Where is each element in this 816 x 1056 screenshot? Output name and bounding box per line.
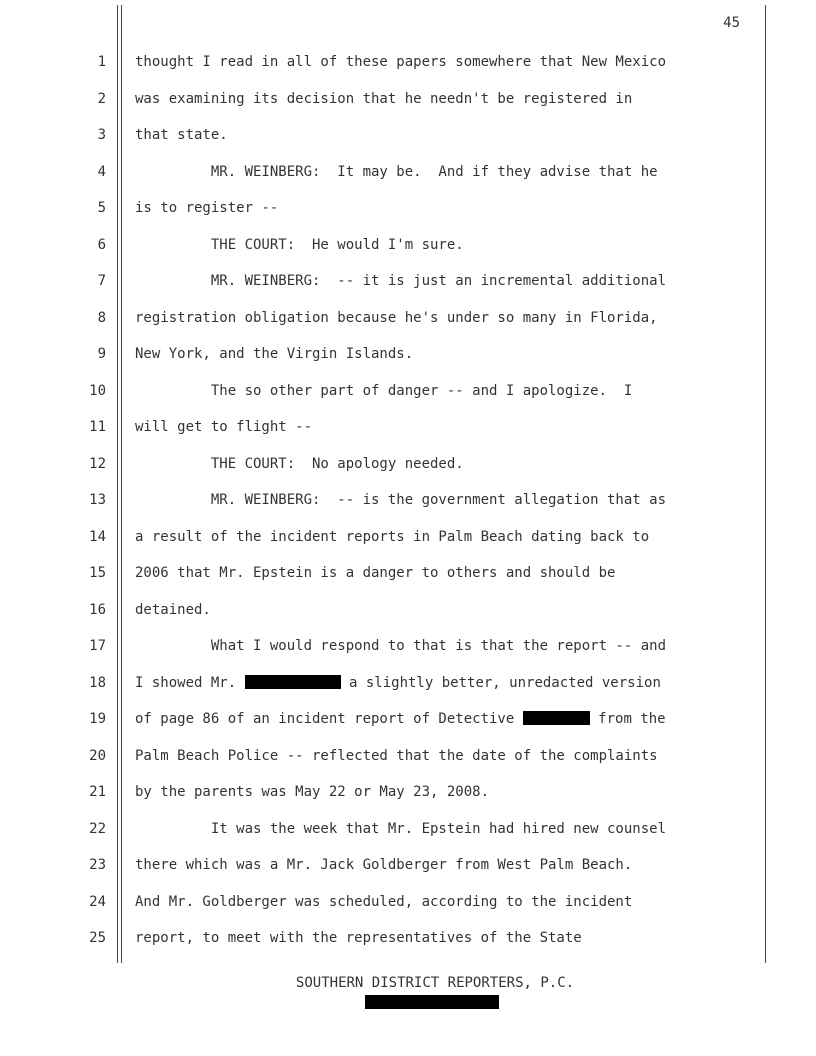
line-text: thought I read in all of these papers somewhere that New Mexico xyxy=(135,54,667,70)
transcript-line xyxy=(0,746,816,783)
line-text: MR. WEINBERG: It may be. And if they advise that he xyxy=(135,163,658,180)
line-text: THE COURT: No apology needed. xyxy=(135,455,464,472)
line-text-before-redaction: of page 86 of an incident report of Detective xyxy=(135,711,523,727)
line-text: report, to meet with the representatives of the State xyxy=(135,930,582,946)
line-text: is to register -- xyxy=(135,200,279,216)
reporter-footer: SOUTHERN DISTRICT REPORTERS, P.C. xyxy=(295,975,575,991)
line-text: MR. WEINBERG: -- it is just an incremental additional xyxy=(135,273,667,289)
footer-redaction-block xyxy=(365,995,499,1009)
line-text: THE COURT: He would I'm sure. xyxy=(135,236,464,253)
line-number: 6 xyxy=(97,236,106,253)
transcript-line xyxy=(0,855,816,892)
line-text: It was the week that Mr. Epstein had hired new counsel xyxy=(135,820,667,837)
transcript-line xyxy=(0,125,816,162)
transcript-line xyxy=(0,344,816,381)
line-number: 5 xyxy=(97,200,106,216)
line-number: 3 xyxy=(97,127,106,143)
transcript-line xyxy=(0,782,816,819)
line-number: 14 xyxy=(89,528,106,545)
line-text-after-redaction: a slightly better, unredacted version xyxy=(340,674,661,691)
transcript-line xyxy=(0,563,816,600)
redaction-block xyxy=(523,711,590,725)
transcript-line xyxy=(0,235,816,272)
line-number: 7 xyxy=(97,273,106,289)
line-text xyxy=(135,673,661,693)
line-number: 8 xyxy=(97,309,106,326)
line-text: Palm Beach Police -- reflected that the date of the complaints xyxy=(135,747,658,764)
transcript-line xyxy=(0,308,816,345)
line-number: 15 xyxy=(89,565,106,581)
line-text: a result of the incident reports in Palm Beach dating back to xyxy=(135,528,650,545)
line-text: will get to flight -- xyxy=(135,419,313,435)
line-number: 16 xyxy=(89,601,106,618)
line-text xyxy=(135,709,666,729)
transcript-line xyxy=(0,89,816,126)
line-number: 13 xyxy=(89,492,106,508)
redaction-block xyxy=(245,675,341,689)
line-text: detained. xyxy=(135,601,211,618)
line-text: The so other part of danger -- and I apologize. I xyxy=(135,382,633,399)
line-number: 12 xyxy=(89,455,106,472)
line-number: 2 xyxy=(97,90,106,107)
line-text: was examining its decision that he needn't be registered in xyxy=(135,90,633,107)
transcript-line xyxy=(0,198,816,235)
line-number: 21 xyxy=(89,784,106,800)
line-number: 23 xyxy=(89,857,106,873)
transcript-line xyxy=(0,381,816,418)
transcript-line xyxy=(0,417,816,454)
line-number: 24 xyxy=(89,893,106,910)
transcript-line xyxy=(0,636,816,673)
line-text: What I would respond to that is that the report -- and xyxy=(135,638,667,654)
transcript-line xyxy=(0,600,816,637)
transcript-line xyxy=(0,490,816,527)
line-text: that state. xyxy=(135,127,228,143)
line-number: 25 xyxy=(89,930,106,946)
transcript-line xyxy=(0,928,816,965)
line-number: 20 xyxy=(89,747,106,764)
line-number: 11 xyxy=(89,419,106,435)
line-number: 19 xyxy=(89,711,106,727)
line-text: by the parents was May 22 or May 23, 2008. xyxy=(135,784,490,800)
line-number: 18 xyxy=(89,674,106,691)
transcript-line xyxy=(0,52,816,89)
line-number: 9 xyxy=(97,346,106,362)
transcript-line xyxy=(0,892,816,929)
transcript-line xyxy=(0,454,816,491)
transcript-line xyxy=(0,819,816,856)
line-text: And Mr. Goldberger was scheduled, according to the incident xyxy=(135,893,633,910)
transcript-line xyxy=(0,673,816,710)
transcript-line xyxy=(0,162,816,199)
line-text: there which was a Mr. Jack Goldberger from West Palm Beach. xyxy=(135,857,633,873)
line-number: 4 xyxy=(97,163,106,180)
page-number: 45 xyxy=(723,15,740,31)
transcript-line xyxy=(0,527,816,564)
transcript-line xyxy=(0,271,816,308)
line-number: 10 xyxy=(89,382,106,399)
transcript-line xyxy=(0,709,816,746)
transcript-lines xyxy=(0,52,816,965)
line-text: registration obligation because he's under so many in Florida, xyxy=(135,309,658,326)
line-text-before-redaction: I showed Mr. xyxy=(135,674,245,691)
line-number: 22 xyxy=(89,820,106,837)
line-text: New York, and the Virgin Islands. xyxy=(135,346,414,362)
line-text: 2006 that Mr. Epstein is a danger to others and should be xyxy=(135,565,616,581)
line-text-after-redaction: from the xyxy=(589,711,666,727)
line-number: 17 xyxy=(89,638,106,654)
line-number: 1 xyxy=(97,54,106,70)
line-text: MR. WEINBERG: -- is the government allegation that as xyxy=(135,492,667,508)
